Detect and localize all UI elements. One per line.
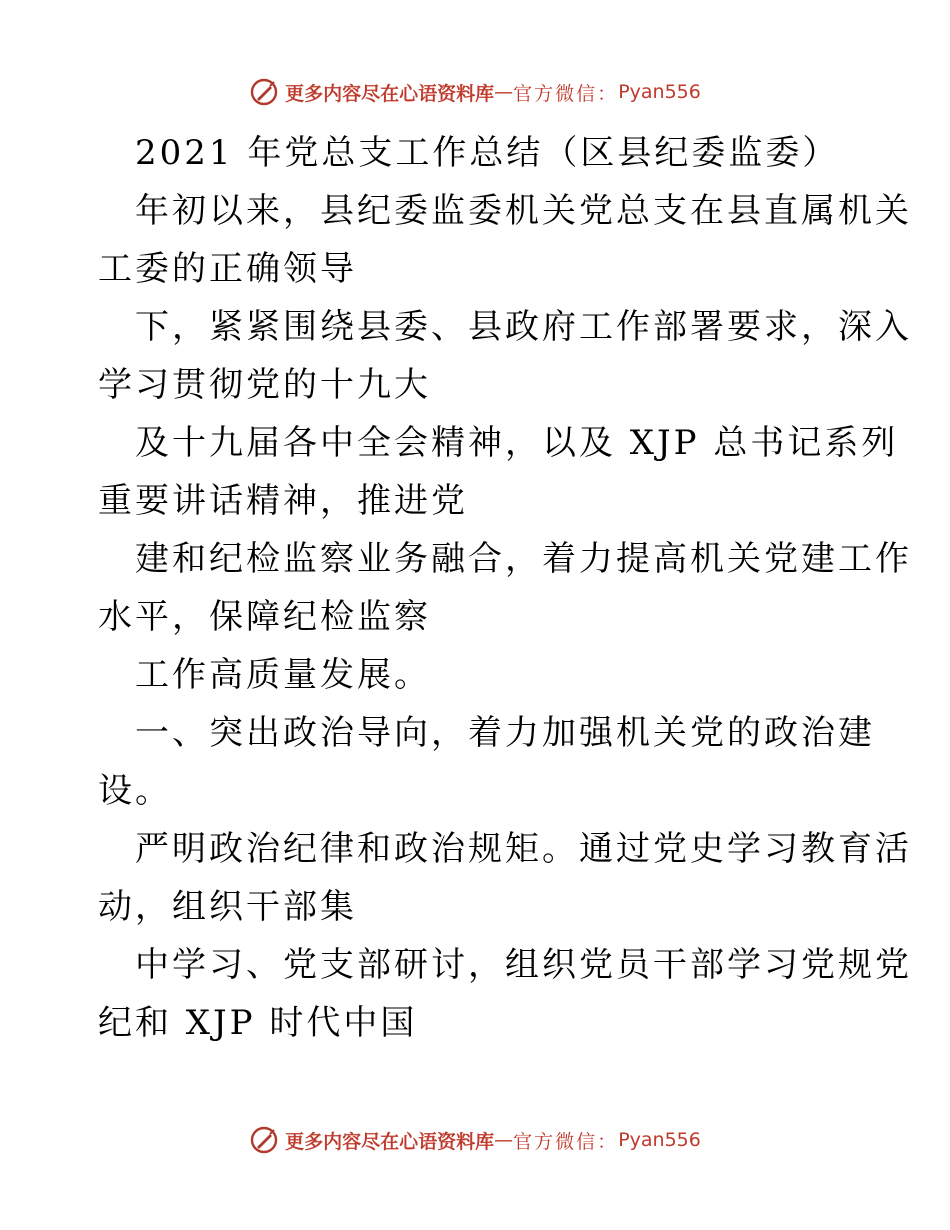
paragraph-line: 工委的正确领导 bbox=[98, 249, 357, 289]
quill-logo-icon bbox=[249, 1125, 279, 1155]
section-heading-line: 一、突出政治导向，着力加强机关党的政治建 bbox=[135, 713, 875, 753]
paragraph-line: 水平，保障纪检监察 bbox=[98, 597, 431, 637]
paragraph-line: 及十九届各中全会精神，以及 XJP 总书记系列 bbox=[135, 423, 899, 463]
document-body bbox=[98, 124, 912, 1052]
paragraph-line: 动，组织干部集 bbox=[98, 887, 357, 927]
paragraph-line: 重要讲话精神，推进党 bbox=[98, 481, 468, 521]
quill-logo-icon bbox=[249, 77, 279, 107]
paragraph-line: 中学习、党支部研讨，组织党员干部学习党规党 bbox=[135, 945, 912, 985]
watermark-dash: — bbox=[494, 1129, 514, 1151]
paragraph-line: 严明政治纪律和政治规矩。通过党史学习教育活 bbox=[135, 829, 912, 869]
watermark-wechat-id: Pyan556 bbox=[618, 1129, 701, 1151]
paragraph-line: 纪和 XJP 时代中国 bbox=[98, 1003, 418, 1043]
watermark-label: 官方微信： bbox=[513, 82, 619, 105]
header-watermark bbox=[0, 72, 950, 112]
paragraph-line: 工作高质量发展。 bbox=[135, 655, 431, 695]
watermark-main-text: 更多内容尽在心语资料库 bbox=[285, 1130, 495, 1153]
document-title: 2021 年党总支工作总结（区县纪委监委） bbox=[135, 133, 840, 173]
watermark-wechat-id: Pyan556 bbox=[618, 81, 701, 103]
section-heading-line: 设。 bbox=[98, 771, 172, 811]
watermark-dash: — bbox=[494, 81, 514, 103]
watermark-main-text: 更多内容尽在心语资料库 bbox=[285, 82, 495, 105]
paragraph-line: 年初以来，县纪委监委机关党总支在县直属机关 bbox=[135, 191, 912, 231]
paragraph-line: 下，紧紧围绕县委、县政府工作部署要求，深入 bbox=[135, 307, 912, 347]
paragraph-line: 建和纪检监察业务融合，着力提高机关党建工作 bbox=[135, 539, 912, 579]
paragraph-line: 学习贯彻党的十九大 bbox=[98, 365, 431, 405]
watermark-label: 官方微信： bbox=[513, 1130, 619, 1153]
footer-watermark bbox=[0, 1120, 950, 1160]
